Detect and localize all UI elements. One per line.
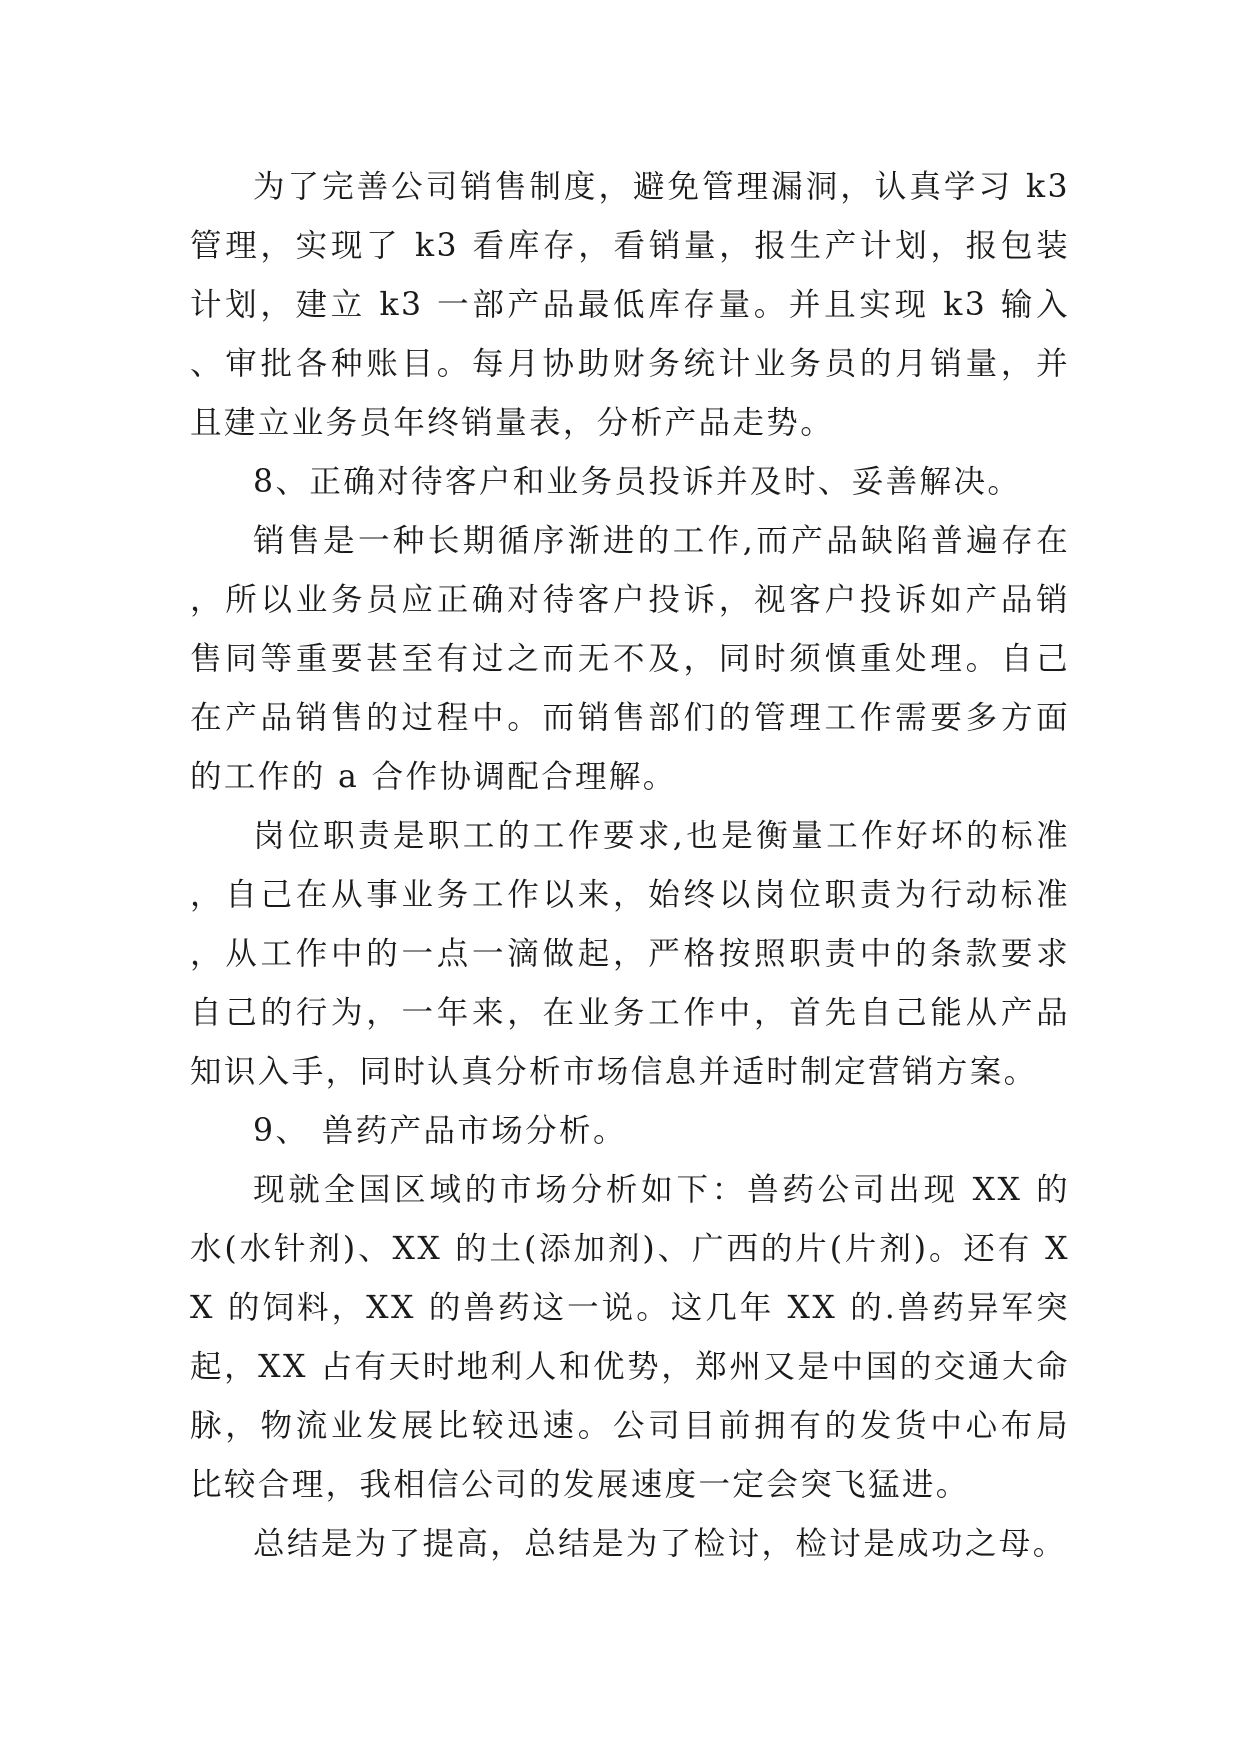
paragraph-job-responsibilities: 岗位职责是职工的工作要求,也是衡量工作好坏的标准，自己在从事业务工作以来，始终以岗位职责为行动标准，从工作中的一点一滴做起，严格按照职责中的条款要求自己的行为，一年来，在业务工作中，首先自己能从产品知识入手，同时认真分析市场信息并适时制定营销方案。 (190, 818, 1070, 1090)
paragraph-heading-market-analysis: 9、 兽药产品市场分析。 (253, 1113, 627, 1149)
paragraph-k3-management: 为了完善公司销售制度，避免管理漏洞，认真学习 k3 管理，实现了 k3 看库存，看销量，报生产计划，报包装计划，建立 k3 一部产品最低库存量。并且实现 k3 输入、审批各种账目。每月协助财务统计业务员的月销量，并且建立业务员年终销量表，分析产品走势。 (190, 169, 1070, 441)
paragraph-conclusion: 总结是为了提高，总结是为了检讨，检讨是成功之母。 (253, 1526, 1067, 1562)
paragraph-heading-complaints: 8、正确对待客户和业务员投诉并及时、妥善解决。 (253, 464, 1022, 500)
paragraph-sales-complaints: 销售是一种长期循序渐进的工作,而产品缺陷普遍存在，所以业务员应正确对待客户投诉，视客户投诉如产品销售同等重要甚至有过之而无不及，同时须慎重处理。自己在产品销售的过程中。而销售部们的管理工作需要多方面的工作的 a 合作协调配合理解。 (190, 523, 1070, 795)
paragraph-market-analysis: 现就全国区域的市场分析如下：兽药公司出现 XX 的水(水针剂)、XX 的土(添加剂)、广西的片(片剂)。还有 XX 的饲料，XX 的兽药这一说。这几年 XX 的.兽药异军突起，XX 占有天时地利人和优势，郑州又是中国的交通大命脉，物流业发展比较迅速。公司目前拥有的发货中心布局比较合理，我相信公司的发展速度一定会突飞猛进。 (190, 1172, 1070, 1503)
document-body (190, 158, 1070, 1574)
